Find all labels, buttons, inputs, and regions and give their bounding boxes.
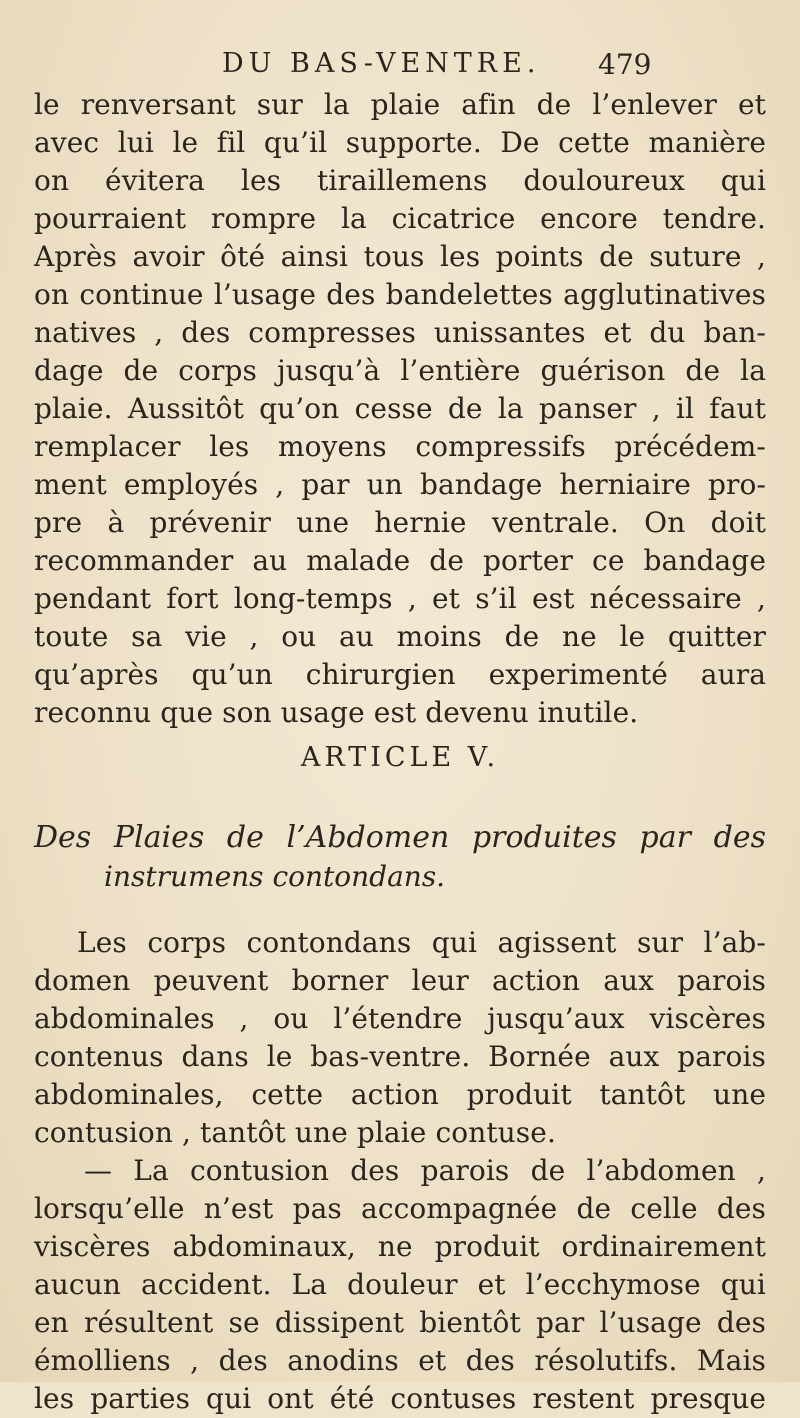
- text-line: avec lui le fil qu’il supporte. De cette manière: [34, 126, 766, 159]
- text-line: abdominales , ou l’étendre jusqu’aux viscères: [34, 1002, 766, 1035]
- section-title-line-2: instrumens contondans.: [104, 860, 446, 893]
- text-line: contenus dans le bas-ventre. Bornée aux parois: [34, 1040, 766, 1073]
- text-line: pendant fort long-temps , et s’il est nécessaire ,: [34, 582, 766, 615]
- text-line: Après avoir ôté ainsi tous les points de suture ,: [34, 240, 766, 273]
- text-line: on évitera les tiraillemens douloureux qui: [34, 164, 766, 197]
- text-line: ment employés , par un bandage herniaire pro-: [34, 468, 766, 501]
- text-line: contusion , tantôt une plaie contuse.: [34, 1116, 556, 1149]
- text-line: lorsqu’elle n’est pas accompagnée de celle des: [34, 1192, 766, 1225]
- text-line: toute sa vie , ou au moins de ne le quitter: [34, 620, 766, 653]
- text-line: Les corps contondans qui agissent sur l’ab-: [77, 926, 766, 959]
- text-line: recommander au malade de porter ce bandage: [34, 544, 766, 577]
- text-line: on continue l’usage des bandelettes agglutinatives: [34, 278, 766, 311]
- paragraph-continued: [34, 86, 766, 732]
- article-heading: ARTICLE V.: [300, 742, 500, 773]
- running-head: DU BAS-VENTRE.: [222, 48, 541, 79]
- text-line: pre à prévenir une hernie ventrale. On doit: [34, 506, 766, 539]
- text-line: viscères abdominaux, ne produit ordinairement: [34, 1230, 766, 1263]
- text-line: dage de corps jusqu’à l’entière guérison de la: [34, 354, 766, 387]
- page-number: 479: [598, 48, 652, 81]
- article-body: [34, 924, 766, 1418]
- text-line: abdominales, cette action produit tantôt une: [34, 1078, 766, 1111]
- section-title: [34, 818, 766, 896]
- page-header: [0, 48, 800, 88]
- text-line: remplacer les moyens compressifs précédem-: [34, 430, 766, 463]
- text-line: domen peuvent borner leur action aux parois: [34, 964, 766, 997]
- text-line: pourraient rompre la cicatrice encore tendre.: [34, 202, 766, 235]
- text-line: — La contusion des parois de l’abdomen ,: [84, 1154, 766, 1187]
- text-line: les parties qui ont été contuses restent presque: [34, 1382, 766, 1415]
- text-line: natives , des compresses unissantes et du ban-: [34, 316, 766, 349]
- text-line: aucun accident. La douleur et l’ecchymose qui: [34, 1268, 766, 1301]
- text-line: le renversant sur la plaie afin de l’enlever et: [34, 88, 766, 121]
- text-line: qu’après qu’un chirurgien experimenté aura: [34, 658, 766, 691]
- text-line: émolliens , des anodins et des résolutifs. Mais: [34, 1344, 766, 1377]
- text-line: plaie. Aussitôt qu’on cesse de la panser , il faut: [34, 392, 766, 425]
- section-title-line-1: Des Plaies de l’Abdomen produites par des: [34, 820, 766, 855]
- text-line: en résultent se dissipent bientôt par l’usage des: [34, 1306, 766, 1339]
- text-line: reconnu que son usage est devenu inutile.: [34, 696, 639, 729]
